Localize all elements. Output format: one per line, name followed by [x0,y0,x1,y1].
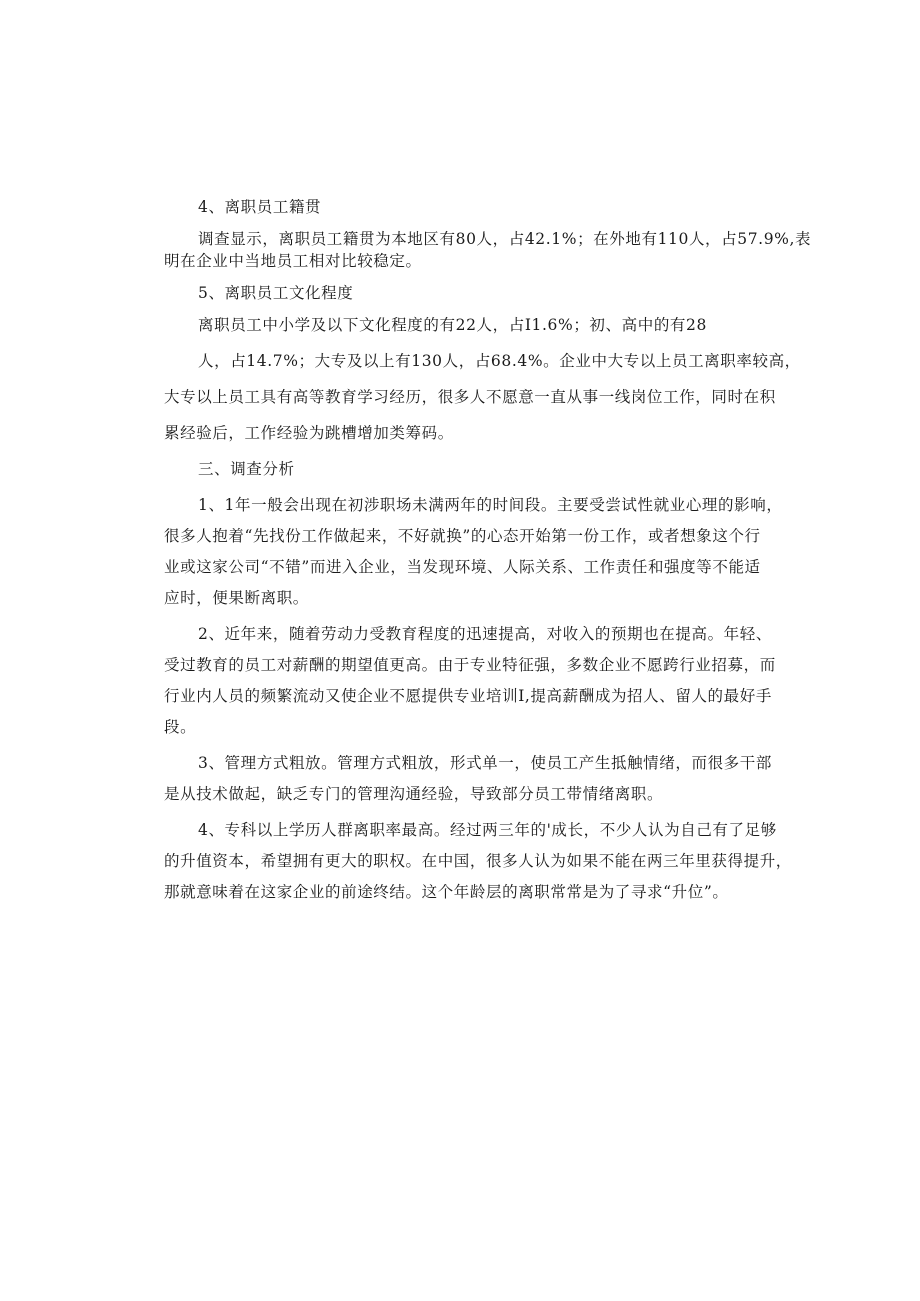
paragraph-line: 应时，便果断离职。 [164,589,309,607]
paragraph-line: 那就意味着在这家企业的前途终结。这个年龄层的离职常常是为了寻求“升位”。 [164,883,729,901]
paragraph-line: 2、近年来，随着劳动力受教育程度的迅速提高，对收入的预期也在提高。年轻、 [198,625,772,643]
paragraph-line: 调查显示，离职员工籍贯为本地区有80人，占42.1%；在外地有110人，占57.9%,表 [198,230,812,248]
paragraph-line: 的升值资本，希望拥有更大的职权。在中国，很多人认为如果不能在两三年里获得提升， [164,852,792,870]
paragraph-line: 累经验后，工作经验为跳槽增加类筹码。 [164,424,454,442]
paragraph-line: 3、管理方式粗放。管理方式粗放，形式单一，使员工产生抵触情绪，而很多干部 [198,754,772,772]
paragraph-line: 明在企业中当地员工相对比较稳定。 [164,252,422,270]
document-body [164,196,812,903]
paragraph-line: 离职员工中小学及以下文化程度的有22人，占I1.6%；初、高中的有28 [198,316,707,334]
paragraph-line: 是从技术做起，缺乏专门的管理沟通经验，导致部分员工带情绪离职。 [164,785,664,803]
paragraph-line: 段。 [164,718,197,736]
paragraph-line: 4、专科以上学历人群离职率最高。经过两三年的'成长，不少人认为自己有了足够 [198,821,777,839]
paragraph-line: 业或这家公司“不错”而进入企业，当发现环境、人际关系、工作责任和强度等不能适 [164,558,761,576]
section-heading-analysis: 三、调查分析 [198,460,295,478]
paragraph-line: 很多人抱着“先找份工作做起来，不好就换”的心态开始第一份工作，或者想象这个行 [164,527,761,545]
paragraph-line: 行业内人员的频繁流动又使企业不愿提供专业培训I,提高薪酬成为招人、留人的最好手 [164,687,772,705]
section-heading-native-place: 4、离职员工籍贯 [198,198,322,216]
paragraph-line: 受过教育的员工对薪酬的期望值更高。由于专业特征强，多数企业不愿跨行业招募，而 [164,656,776,674]
section-heading-education: 5、离职员工文化程度 [198,284,354,302]
paragraph-line: 1、1年一般会出现在初涉职场未满两年的时间段。主要受尝试性就业心理的影响， [198,496,783,514]
paragraph-line: 大专以上员工具有高等教育学习经历，很多人不愿意一直从事一线岗位工作，同时在积 [164,388,776,406]
paragraph-line: 人，占14.7%；大专及以上有130人，占68.4%。企业中大专以上员工离职率较高， [198,352,801,370]
